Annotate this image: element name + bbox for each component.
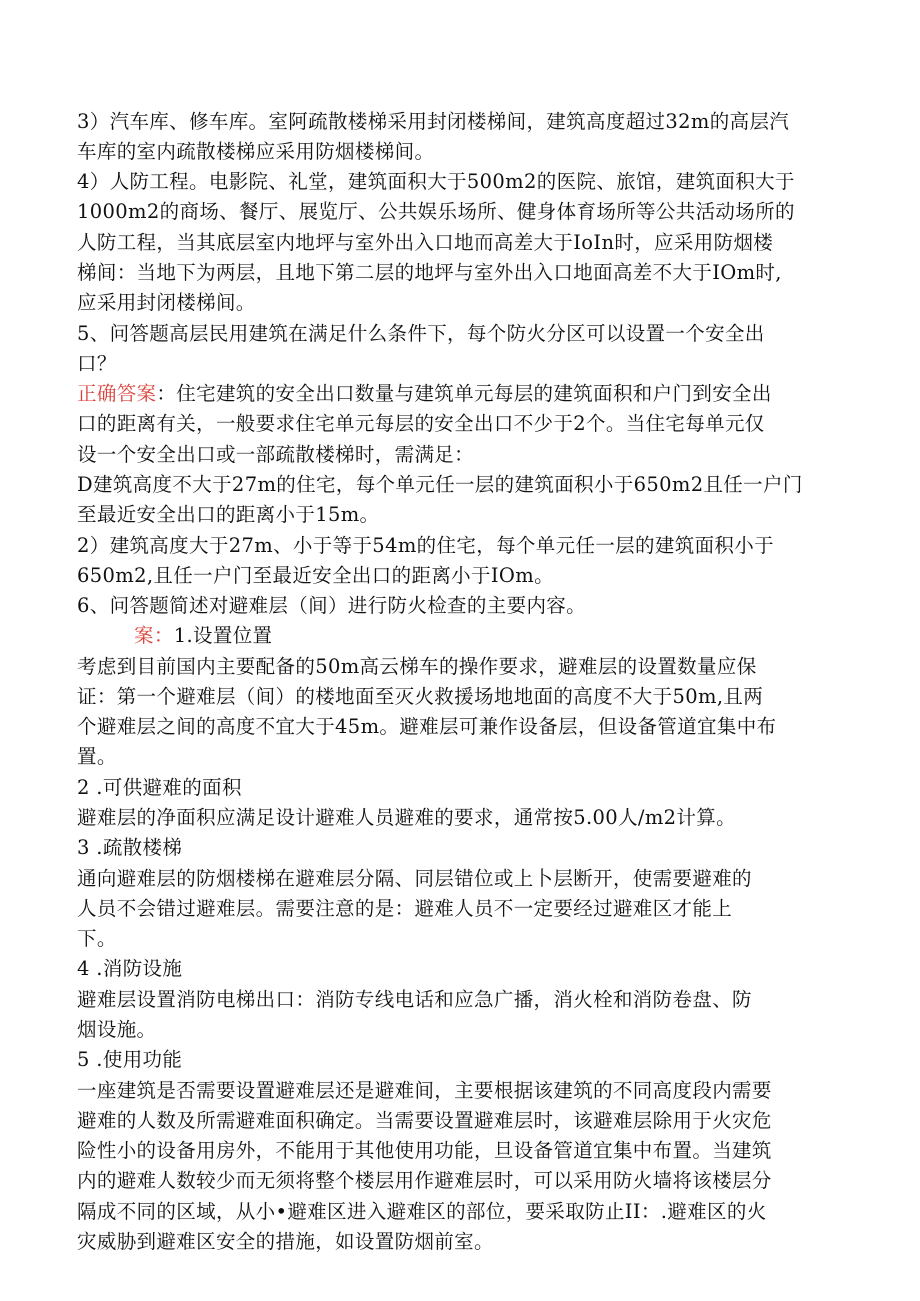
question-line: 5、问答题高层民用建筑在满足什么条件下，每个防火分区可以设置一个安全出: [77, 322, 765, 345]
section-heading: 5 .使用功能: [77, 1048, 183, 1071]
text-line: 灾威胁到避难区安全的措施，如设置防烟前室。: [77, 1230, 494, 1253]
question-line: 6、问答题简述对避难层（间）进行防火检查的主要内容。: [77, 594, 587, 617]
text-line: 考虑到目前国内主要配备的50m高云梯车的操作要求，避难层的设置数量应保: [77, 655, 757, 678]
text-line: 烟设施。: [77, 1018, 157, 1041]
text-line: 2）建筑高度大于27m、小于等于54m的住宅，每个单元任一层的建筑面积小于: [77, 534, 774, 557]
text-line: 人防工程，当其底层室内地坪与室外出入口地而高差大于IoIn时，应采用防烟楼: [77, 231, 774, 254]
text-line: 险性小的设备用房外，不能用于其他使用功能，旦设备管道宜集中布置。当建筑: [77, 1139, 772, 1162]
answer-line: [134, 621, 920, 651]
text-line: 内的避难人数较少而无须将整个楼层用作避难层时，可以采用防火墙将该楼层分: [77, 1169, 772, 1192]
section-heading: 2 .可供避难的面积: [77, 776, 242, 799]
text-line: 应采用封闭楼梯间。: [77, 291, 256, 314]
text-line: 车库的室内疏散楼梯应采用防烟楼梯间。: [77, 140, 435, 163]
text-line: 650m2,且任一户门至最近安全出口的距离小于IOm。: [77, 564, 554, 587]
text-line: 4）人防工程。电影院、礼堂，建筑面积大于500m2的医院、旅馆，建筑面积大于: [77, 170, 795, 193]
text-line: 隔成不同的区域，从小•避难区进入避难区的部位，要采取防止II：.避难区的火: [77, 1200, 767, 1223]
text-line: 避难的人数及所需避难面积确定。当需要设置避难层时，该避难层除用于火灾危: [77, 1109, 772, 1132]
text-line: 避难层的净面积应满足设计避难人员避难的要求，通常按5.00人/m2计算。: [77, 806, 736, 829]
answer-label: 正确答案: [77, 382, 157, 405]
text-line: 置。: [77, 745, 117, 768]
text-line: 梯间：当地下为两层，且地下第二层的地坪与室外出入口地面高差不大于IOm时,: [77, 261, 782, 284]
text-line: 避难层设置消防电梯出口：消防专线电话和应急广播，消火栓和消防卷盘、防: [77, 988, 752, 1011]
text-line: 通向避难层的防烟楼梯在避难层分隔、同层错位或上卜层断开，使需要避难的: [77, 867, 752, 890]
text-line: 设一个安全出口或一部疏散楼梯时，需满足：: [77, 443, 475, 466]
answer-label: 案：: [134, 624, 174, 647]
text-line: 一座建筑是否需要设置避难层还是避难间，主要根据该建筑的不同高度段内需要: [77, 1079, 772, 1102]
question-line: 口？: [77, 352, 117, 375]
text-line: 3）汽车库、修车库。室阿疏散楼梯采用封闭楼梯间，建筑高度超过32m的高层汽: [77, 110, 790, 133]
text-line: 1000m2的商场、餐厅、展览厅、公共娱乐场所、健身体育场所等公共活动场所的: [77, 200, 795, 223]
section-heading: 3 .疏散楼梯: [77, 836, 183, 859]
text-line: 口的距离有关，一般要求住宅单元每层的安全出口不少于2个。当住宅每单元仅: [77, 412, 765, 435]
answer-line: [77, 379, 877, 409]
answer-text: 1.设置位置: [173, 624, 273, 647]
text-line: 人员不会错过避难层。需要注意的是：避难人员不一定要经过避难区才能上: [77, 897, 733, 920]
text-line: 证：第一个避难层（间）的楼地面至灭火救援场地地面的高度不大于50m,且两: [77, 685, 764, 708]
text-line: D建筑高度不大于27m的住宅，每个单元任一层的建筑面积小于650m2且任一户门: [77, 473, 803, 496]
answer-text: ：住宅建筑的安全出口数量与建筑单元每层的建筑面积和户门到安全出: [156, 382, 772, 405]
section-heading: 4 .消防设施: [77, 957, 183, 980]
text-line: 至最近安全出口的距离小于15m。: [77, 503, 380, 526]
text-line: 下。: [77, 927, 117, 950]
text-line: 个避难层之间的高度不宜大于45m。避难层可兼作设备层，但设备管道宜集中布: [77, 715, 777, 738]
